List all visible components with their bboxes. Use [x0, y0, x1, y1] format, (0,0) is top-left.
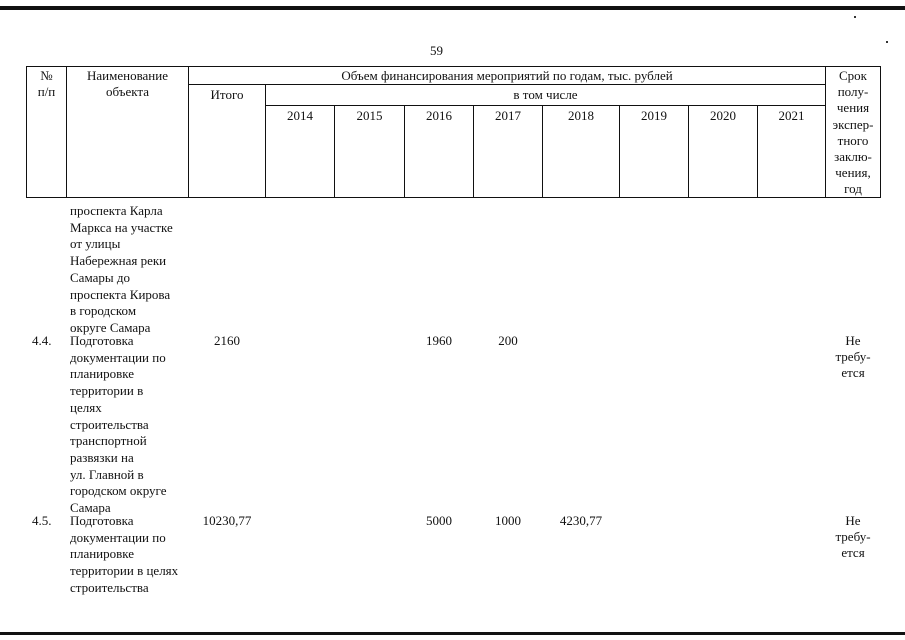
row-deadline-value: Не требу- ется	[835, 513, 871, 560]
row-2016-value: 1960	[426, 333, 452, 348]
row-2017-value: 200	[498, 333, 518, 348]
header-year-2018: 2018	[568, 108, 594, 123]
header-total-label: Итого	[210, 87, 244, 102]
header-year-2015: 2015	[356, 108, 383, 123]
header-funding-title: Объем финансирования мероприятий по годам, тыс. рублей	[341, 68, 673, 83]
header-object-name-label: Наименование объекта	[87, 68, 168, 99]
row-object-name: Подготовка документации по планировке территории в целях строительства	[70, 513, 179, 595]
header-year-2014: 2014	[287, 108, 313, 123]
bottom-border-rule	[0, 632, 905, 635]
row-2018-value: 4230,77	[559, 513, 603, 528]
top-border-rule	[0, 6, 905, 10]
scan-speck	[854, 16, 856, 18]
row-total-value: 2160	[214, 333, 240, 348]
header-year-2021: 2021	[778, 108, 805, 123]
continued-object-name: проспекта Карла Маркса на участке от улицы Набережная реки Самары до проспекта Кирова в городском округе Самара	[70, 203, 173, 335]
row-deadline-value: Не требу- ется	[835, 333, 871, 380]
header-number-label: № п/п	[37, 68, 56, 99]
row-total-value: 10230,77	[202, 513, 252, 528]
row-2016-value: 5000	[426, 513, 452, 528]
header-deadline-label: Срок полу- чения экспер- тного заклю- чения, год	[832, 68, 874, 197]
row-number: 4.5.	[32, 513, 52, 528]
header-year-2019: 2019	[641, 108, 667, 123]
page-number: 59	[430, 43, 443, 58]
row-object-name: Подготовка документации по планировке территории в целях строительства транспортной развязки на ул. Главной в городском округе Самара	[70, 333, 167, 516]
row-2017-value: 1000	[495, 513, 521, 528]
scan-speck	[886, 41, 888, 43]
header-year-2016: 2016	[426, 108, 452, 123]
header-year-2020: 2020	[710, 108, 736, 123]
header-year-2017: 2017	[495, 108, 521, 123]
header-including-label: в том числе	[513, 87, 578, 102]
row-number: 4.4.	[32, 333, 52, 348]
